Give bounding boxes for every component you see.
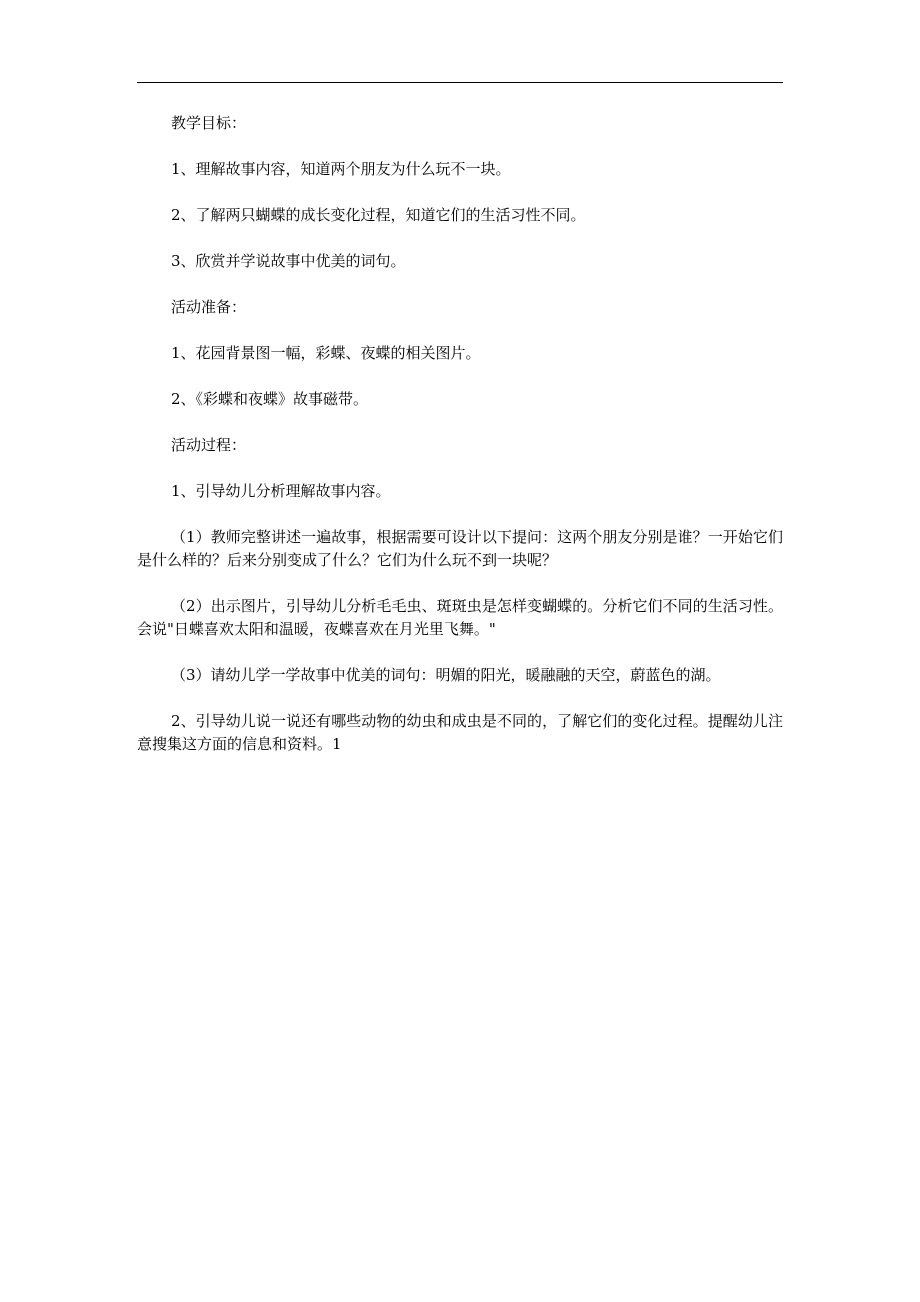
objective-item: 2、了解两只蝴蝶的成长变化过程，知道它们的生活习性不同。 [171, 206, 586, 224]
process-substep: （2）出示图片，引导幼儿分析毛毛虫、斑斑虫是怎样变蝴蝶的。分析它们不同的生活习性。会说"日蝶喜欢太阳和温暖，夜蝶喜欢在月光里飞舞。" [137, 597, 783, 638]
document-body [137, 112, 783, 779]
process-substep: （1）教师完整讲述一遍故事，根据需要可设计以下提问：这两个朋友分别是谁？一开始它们是什么样的？后来分别变成了什么？它们为什么玩不到一块呢？ [137, 528, 783, 569]
header-rule [137, 82, 783, 83]
process-step: 2、引导幼儿说一说还有哪些动物的幼虫和成虫是不同的，了解它们的变化过程。提醒幼儿注意搜集这方面的信息和资料。1 [137, 712, 783, 753]
objective-item: 3、欣赏并学说故事中优美的词句。 [171, 252, 406, 270]
preparation-item: 2、《彩蝶和夜蝶》故事磁带。 [171, 390, 369, 408]
objective-item: 1、理解故事内容，知道两个朋友为什么玩不一块。 [171, 160, 511, 178]
process-step: 1、引导幼儿分析理解故事内容。 [171, 482, 391, 500]
preparation-item: 1、花园背景图一幅，彩蝶、夜蝶的相关图片。 [171, 344, 481, 362]
section-heading-preparation: 活动准备： [171, 298, 247, 316]
process-substep: （3）请幼儿学一学故事中优美的词句：明媚的阳光，暖融融的天空，蔚蓝色的湖。 [171, 666, 721, 684]
section-heading-objectives: 教学目标： [171, 114, 247, 132]
section-heading-process: 活动过程： [171, 436, 247, 454]
